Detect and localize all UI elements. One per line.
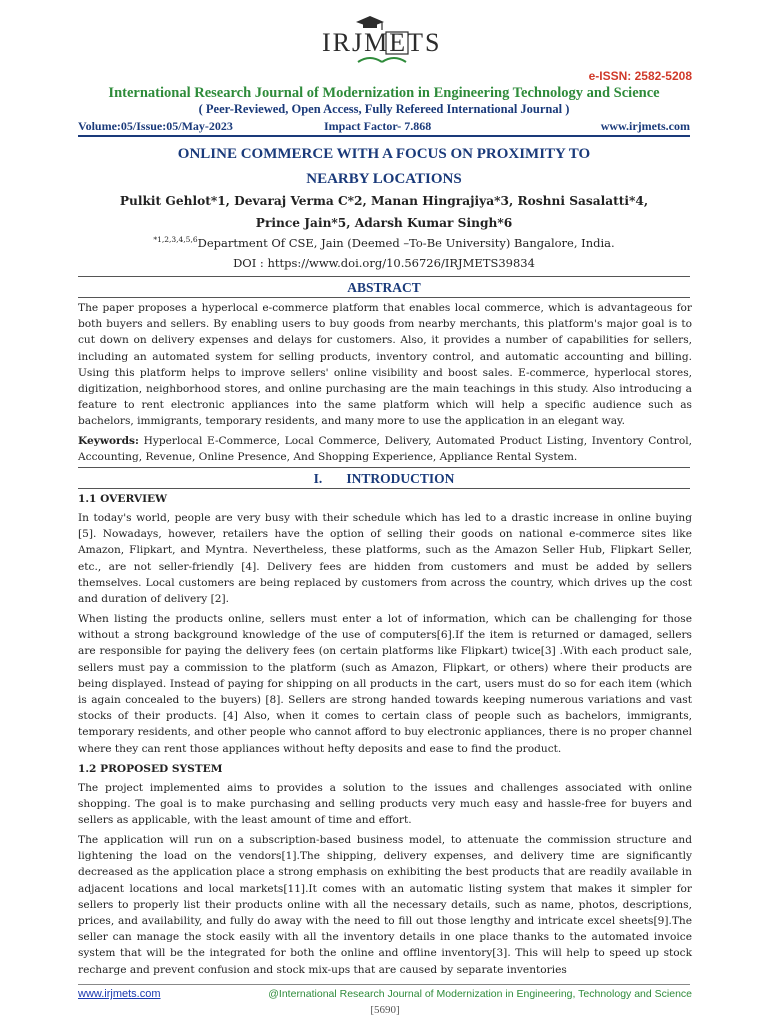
authors	[78, 190, 690, 234]
footer-website-link[interactable]: www.irjmets.com	[78, 988, 161, 1000]
section-number: I.	[313, 471, 323, 486]
affiliation-text: Department Of CSE, Jain (Deemed –To-Be University) Bangalore, India.	[197, 235, 615, 250]
journal-subtitle: ( Peer-Reviewed, Open Access, Fully Refereed International Journal )	[198, 102, 570, 116]
impact-factor: Impact Factor- 7.868	[324, 119, 432, 133]
authors-line-1: Pulkit Gehlot*1, Devaraj Verma C*2, Manan Hingrajiya*3, Roshni Sasalatti*4,	[119, 194, 649, 208]
introduction-heading	[78, 471, 690, 487]
page-number: [5690]	[370, 1004, 400, 1016]
authors-line-2: Prince Jain*5, Adarsh Kumar Singh*6	[255, 216, 513, 230]
journal-website[interactable]: www.irjmets.com	[600, 119, 690, 133]
issn: e-ISSN: 2582-5208	[588, 69, 692, 83]
keywords-list: Hyperlocal E-Commerce, Local Commerce, Delivery, Automated Product Listing, Inventory Control, Accounting, Revenue, Online Presence, And Shopping Experience, Appliance Rental System.	[78, 435, 692, 464]
paper-title	[78, 142, 690, 192]
divider	[78, 276, 690, 277]
logo-text: IRJMETS	[322, 28, 442, 57]
proposed-system-heading: 1.2 PROPOSED SYSTEM	[78, 763, 223, 775]
keywords	[78, 433, 692, 465]
title-line-1: ONLINE COMMERCE WITH A FOCUS ON PROXIMITY TO	[177, 146, 591, 162]
abstract-heading: ABSTRACT	[347, 280, 421, 295]
divider	[78, 467, 690, 468]
paragraph: The application will run on a subscription-based business model, to attenuate the commission structure and lightening the load on the vendors[1].The shipping, delivery expenses, and delivery time are significantly decreased as the application place a strong emphasis on exhibiting the best products that are readily available in adjacent locations and local markets[11].It comes with an automatic listing system that makes it simpler for sellers to properly list their products online with all the necessary details, such as name, photos, descriptions, prices, and availability, and fully do away with the need to fill out those lengthy and intricate excel sheets[9].The seller can manage the stock easily with all the inventory details in one place thanks to the automated invoice system that will be the integrated for both the online and offline inventory[3]. This will help to speed up stock recharge and prevent confusion and stock mix-ups that are caused by separate inventories	[78, 834, 692, 976]
overview-heading: 1.1 OVERVIEW	[78, 493, 168, 505]
section-title: INTRODUCTION	[346, 471, 455, 486]
abstract-paragraph: The paper proposes a hyperlocal e-commerce platform that enables local commerce, which is advantageous for both buyers and sellers. By enabling users to buy goods from nearby merchants, this platform's major goal is to cut down on delivery expenses and delays for customers. Also, it provides a number of capabilities for sellers, including an automated system for selling products, inventory control, and automatic accounting and billing. Using this platform helps to improve sellers' online visibility and boost sales. E-commerce, hyperlocal stores, digitization, neighborhood stores, and online purchasing are the main teachings in this study. Also introducing a feature to rent electronic appliances into the same platform which will help a specific audience such as bachelors, immigrants, temporary residents, and many more to use the application in an elegant way.	[78, 302, 692, 428]
paragraph: In today's world, people are very busy with their schedule which has led to a drastic increase in online buying [5]. Nowadays, however, retailers have the option of selling their goods on national e-commerce sites like Amazon, Flipkart, and Myntra. Nevertheless, these platforms, such as the Amazon Seller Hub, Flipkart Seller, etc., are not seller-friendly [4]. Delivery fees are hidden from customers and must be added by sellers themselves. Local customers are being replaced by customers from across the country, which drives up the cost and duration of delivery [2].	[78, 512, 692, 606]
doi[interactable]: DOI : https://www.doi.org/10.56726/IRJMETS39834	[233, 256, 535, 270]
divider	[78, 488, 690, 489]
footer-rule	[78, 984, 690, 985]
paragraph: When listing the products online, sellers must enter a lot of information, which can be challenging for those without a strong background knowledge of the use of computers[6].If the item is returned or damaged, sellers are responsible for paying the delivery fees (on certain platforms like Flipkart) twice[3] .With each product sale, sellers must pay a commission to the platform (such as Amazon, Flipkart, or others) where their products are being displayed. Instead of paying for shipping on all products in the cart, users must do so for each item (which is again concealed to the buyers) [8]. Sellers are strong handed towards keeping numerous variations and vast stocks of their products. [4] Also, when it comes to certain class of people such as bachelors, immigrants, temporary residents, and other people who cannot afford to buy electronic appliances, there is no proper channel where they can rent those appliances without hefty deposits and ease to find the product.	[78, 613, 692, 755]
paragraph: The project implemented aims to provides a solution to the issues and challenges associated with online shopping. The goal is to make purchasing and selling products very much easy and hassle-free for buyers and sellers as applicable, with the least amount of time and effort.	[78, 782, 692, 827]
overview-paragraph-1	[78, 510, 692, 607]
journal-title: International Research Journal of Modernization in Engineering Technology and Science	[108, 85, 660, 101]
title-line-2: NEARBY LOCATIONS	[306, 171, 462, 187]
header-rule	[78, 135, 690, 137]
affiliation	[78, 235, 690, 250]
abstract-text	[78, 300, 692, 430]
volume-issue: Volume:05/Issue:05/May-2023	[78, 119, 233, 133]
overview-paragraph-2	[78, 611, 692, 757]
footer-copyright: @International Research Journal of Modernization in Engineering, Technology and Science	[268, 988, 692, 1000]
affiliation-sup: *1,2,3,4,5,6	[153, 235, 198, 244]
divider	[78, 297, 690, 298]
keywords-label: Keywords:	[78, 435, 139, 447]
proposed-paragraph-1	[78, 780, 692, 829]
proposed-paragraph-2	[78, 832, 692, 978]
